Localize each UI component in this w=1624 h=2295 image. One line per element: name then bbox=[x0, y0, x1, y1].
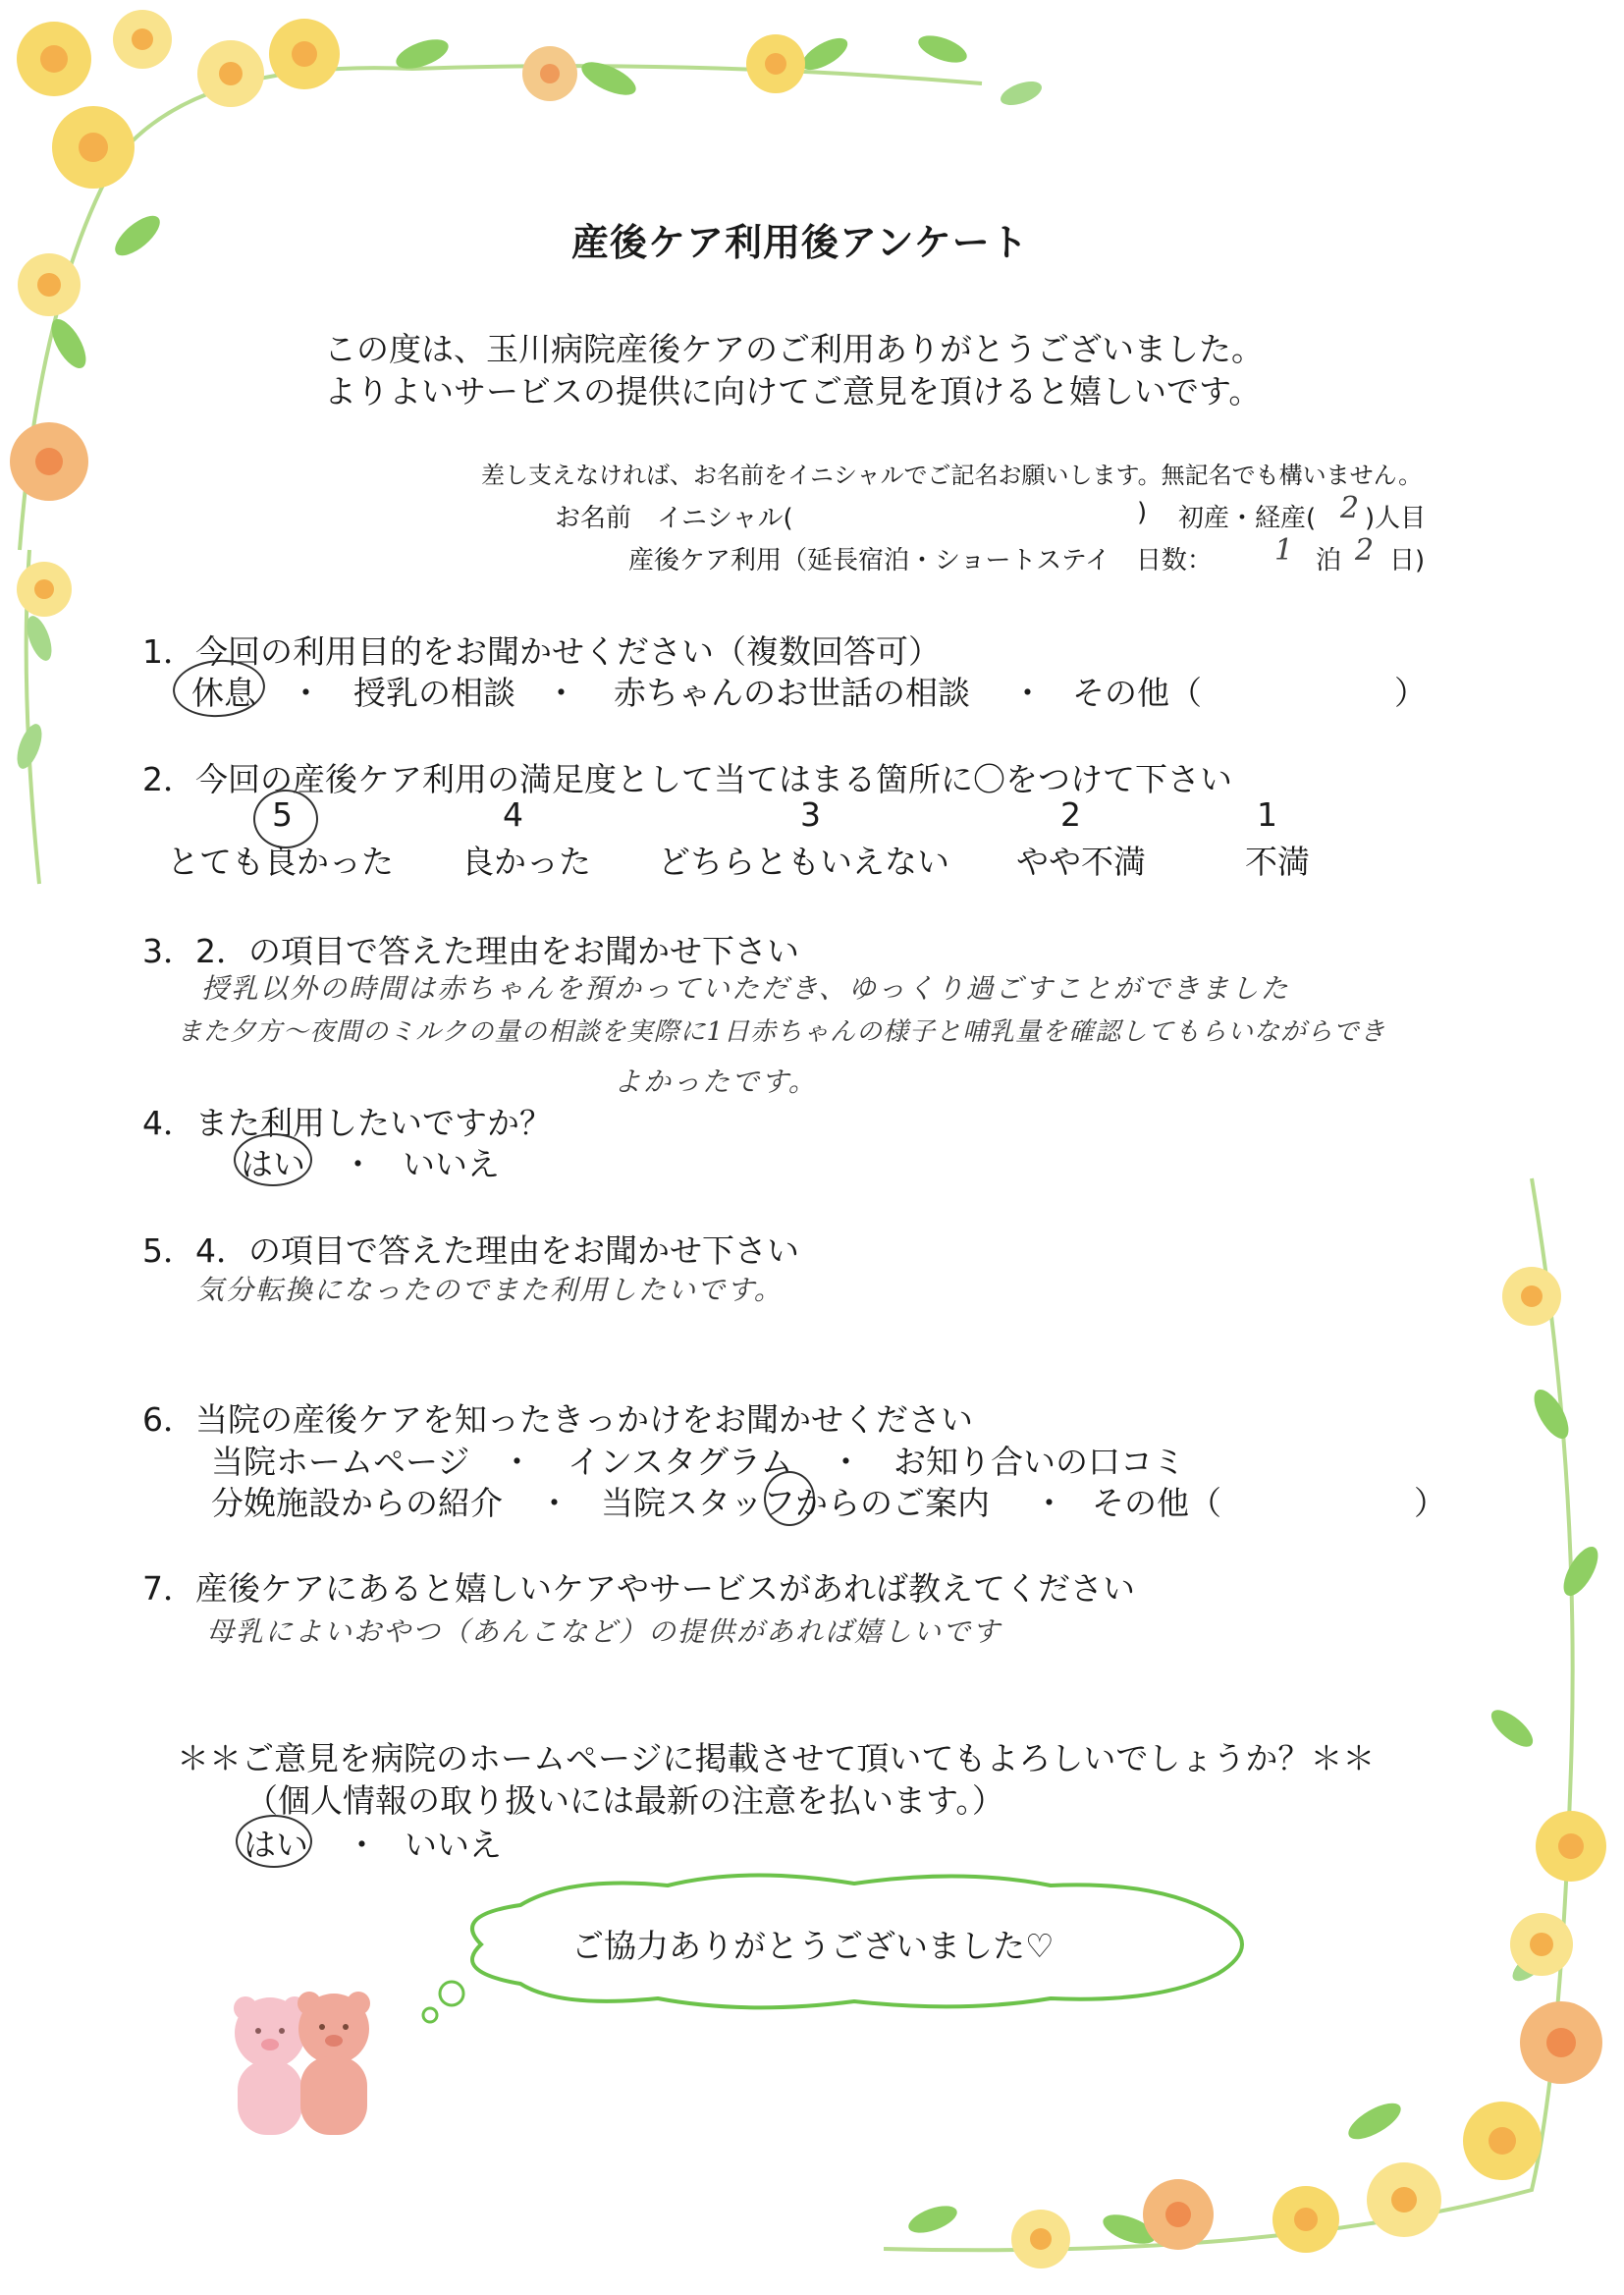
q4-separator: ・ bbox=[342, 1145, 374, 1183]
q5-answer[interactable]: 気分転換になったのでまた利用したいです。 bbox=[196, 1274, 784, 1306]
usage-label: 産後ケア利用（延長宿泊・ショートステイ 日数： bbox=[628, 546, 1213, 575]
flower-icon bbox=[1367, 2162, 1441, 2237]
q6-question: 6．当院の産後ケアを知ったきっかけをお聞かせください bbox=[142, 1400, 973, 1439]
q6-separator: ・ bbox=[1033, 1484, 1065, 1522]
publish-option-yes[interactable]: はい bbox=[244, 1826, 308, 1864]
pink-bear-icon bbox=[234, 1996, 306, 2135]
q2-scale-label: どちらともいえない bbox=[658, 843, 949, 881]
thanks-message: ご協力ありがとうございました♡ bbox=[571, 1927, 1055, 1965]
name-initial-close: ) bbox=[1137, 498, 1148, 527]
q3-question: 3．2．の項目で答えた理由をお聞かせ下さい bbox=[142, 932, 799, 970]
flower-icon bbox=[52, 106, 135, 189]
q4-option-yes[interactable]: はい bbox=[241, 1145, 305, 1183]
q2-scale-number[interactable]: 5 bbox=[272, 795, 293, 834]
days-value[interactable]: 2 bbox=[1355, 533, 1375, 568]
leaf-icon bbox=[109, 209, 166, 262]
flower-icon bbox=[1510, 1913, 1573, 1976]
q7-question: 7．産後ケアにあると嬉しいケアやサービスがあれば教えてください bbox=[142, 1569, 1135, 1608]
flower-icon bbox=[1520, 2001, 1602, 2084]
intro-line-1: この度は、玉川病院産後ケアのご利用ありがとうございました。 bbox=[324, 330, 1264, 368]
q6-separator: ・ bbox=[538, 1484, 570, 1522]
intro-line-2: よりよいサービスの提供に向けてご意見を頂けると嬉しいです。 bbox=[324, 372, 1262, 410]
publish-question: ＊＊ご意見を病院のホームページに掲載させて頂いてもよろしいでしょうか？＊＊ bbox=[177, 1739, 1376, 1777]
q2-question: 2．今回の産後ケア利用の満足度として当てはまる箇所に〇をつけて下さい bbox=[142, 760, 1232, 798]
q3-answer-line-2[interactable]: また夕方～夜間のミルクの量の相談を実際に1日赤ちゃんの様子と哺乳量を確認してもらいながらでき bbox=[177, 1017, 1386, 1047]
flower-icon bbox=[522, 46, 577, 101]
leaf-icon bbox=[1486, 1704, 1539, 1753]
leaf-icon bbox=[45, 314, 93, 373]
q1-option-feeding[interactable]: 授乳の相談 bbox=[353, 674, 515, 712]
flower-icon bbox=[269, 19, 340, 89]
q2-scale-label: やや不満 bbox=[1016, 843, 1146, 881]
name-note: 差し支えなければ、お名前をイニシャルでご記名お願いします。無記名でも構いません。 bbox=[481, 462, 1423, 489]
flower-icon bbox=[17, 562, 72, 617]
publish-option-no[interactable]: いいえ bbox=[405, 1826, 502, 1864]
leaf-icon bbox=[12, 721, 46, 772]
q1-option-baby-care[interactable]: 赤ちゃんのお世話の相談 bbox=[614, 674, 970, 712]
q6-option-instagram[interactable]: インスタグラム bbox=[568, 1443, 793, 1481]
flower-icon bbox=[1463, 2102, 1542, 2180]
q2-scale-number[interactable]: 1 bbox=[1257, 795, 1277, 834]
q1-separator: ・ bbox=[290, 674, 322, 712]
flower-icon bbox=[1143, 2179, 1214, 2250]
leaf-icon bbox=[1557, 1542, 1605, 1601]
q2-scale-number[interactable]: 4 bbox=[503, 795, 523, 834]
q6-separator: ・ bbox=[501, 1443, 533, 1481]
leaf-icon bbox=[1528, 1385, 1576, 1444]
name-initial-label: お名前 イニシャル( bbox=[555, 504, 793, 533]
flower-icon bbox=[1272, 2186, 1339, 2253]
nights-label: 泊 bbox=[1316, 546, 1342, 575]
q2-scale-label: とても良かった bbox=[167, 843, 394, 881]
q3-answer-line-3[interactable]: よかったです。 bbox=[614, 1066, 818, 1098]
q2-scale-number[interactable]: 3 bbox=[800, 795, 821, 834]
parity-suffix: )人目 bbox=[1365, 504, 1427, 533]
q6-option-other[interactable]: その他（ bbox=[1092, 1484, 1221, 1522]
q6-separator: ・ bbox=[830, 1443, 862, 1481]
publish-note: （個人情報の取り扱いには最新の注意を払います。） bbox=[245, 1781, 1004, 1820]
q1-separator: ・ bbox=[1011, 674, 1044, 712]
q3-answer-line-1[interactable]: 授乳以外の時間は赤ちゃんを預かっていただき、ゆっくり過ごすことができました bbox=[201, 972, 1290, 1005]
q6-option-staff[interactable]: 当院スタッフからのご案内 bbox=[601, 1484, 990, 1522]
q1-option-other[interactable]: その他（ bbox=[1072, 674, 1202, 712]
q7-answer[interactable]: 母乳によいおやつ（あんこなど）の提供があれば嬉しいです bbox=[206, 1615, 1002, 1648]
flower-icon bbox=[746, 34, 805, 93]
publish-separator: ・ bbox=[346, 1826, 378, 1864]
flower-icon bbox=[18, 253, 81, 316]
q2-scale-label: 不満 bbox=[1245, 843, 1310, 881]
q1-option-other-close: ） bbox=[1394, 674, 1427, 712]
leaf-icon bbox=[577, 55, 641, 101]
leaf-icon bbox=[1343, 2097, 1406, 2147]
days-label: 日) bbox=[1389, 546, 1426, 575]
q6-option-word-of-mouth[interactable]: お知り合いの口コミ bbox=[893, 1443, 1185, 1481]
parity-value[interactable]: 2 bbox=[1340, 491, 1360, 525]
q1-option-rest[interactable]: 休息 bbox=[191, 674, 256, 712]
leaf-icon bbox=[998, 77, 1045, 110]
flower-icon bbox=[197, 40, 264, 107]
q4-question: 4．また利用したいですか？ bbox=[142, 1104, 552, 1142]
leaf-icon bbox=[905, 2201, 960, 2238]
page-title: 産後ケア利用後アンケート bbox=[571, 221, 1029, 264]
peach-bear-icon bbox=[298, 1992, 370, 2135]
q6-option-referral[interactable]: 分娩施設からの紹介 bbox=[211, 1484, 503, 1522]
nights-value[interactable]: 1 bbox=[1274, 533, 1294, 568]
q1-separator: ・ bbox=[545, 674, 577, 712]
flower-icon bbox=[1011, 2210, 1070, 2268]
leaf-icon bbox=[915, 30, 970, 68]
flower-icon bbox=[17, 22, 91, 96]
q6-option-other-close: ） bbox=[1414, 1484, 1446, 1522]
q5-question: 5．4．の項目で答えた理由をお聞かせ下さい bbox=[142, 1231, 799, 1270]
q1-question: 1．今回の利用目的をお聞かせください（複数回答可） bbox=[142, 632, 941, 671]
leaf-icon bbox=[797, 31, 852, 76]
flower-icon bbox=[1502, 1267, 1561, 1326]
q2-scale-number[interactable]: 2 bbox=[1060, 795, 1081, 834]
flower-icon bbox=[113, 10, 172, 69]
parity-label: 初産・経産( bbox=[1178, 504, 1317, 533]
q6-option-homepage[interactable]: 当院ホームページ bbox=[211, 1443, 470, 1481]
bear-illustration bbox=[196, 1974, 393, 2141]
q2-scale-label: 良かった bbox=[461, 843, 591, 881]
flower-icon bbox=[1536, 1811, 1606, 1882]
flower-icon bbox=[10, 422, 88, 501]
q4-option-no[interactable]: いいえ bbox=[403, 1145, 500, 1183]
